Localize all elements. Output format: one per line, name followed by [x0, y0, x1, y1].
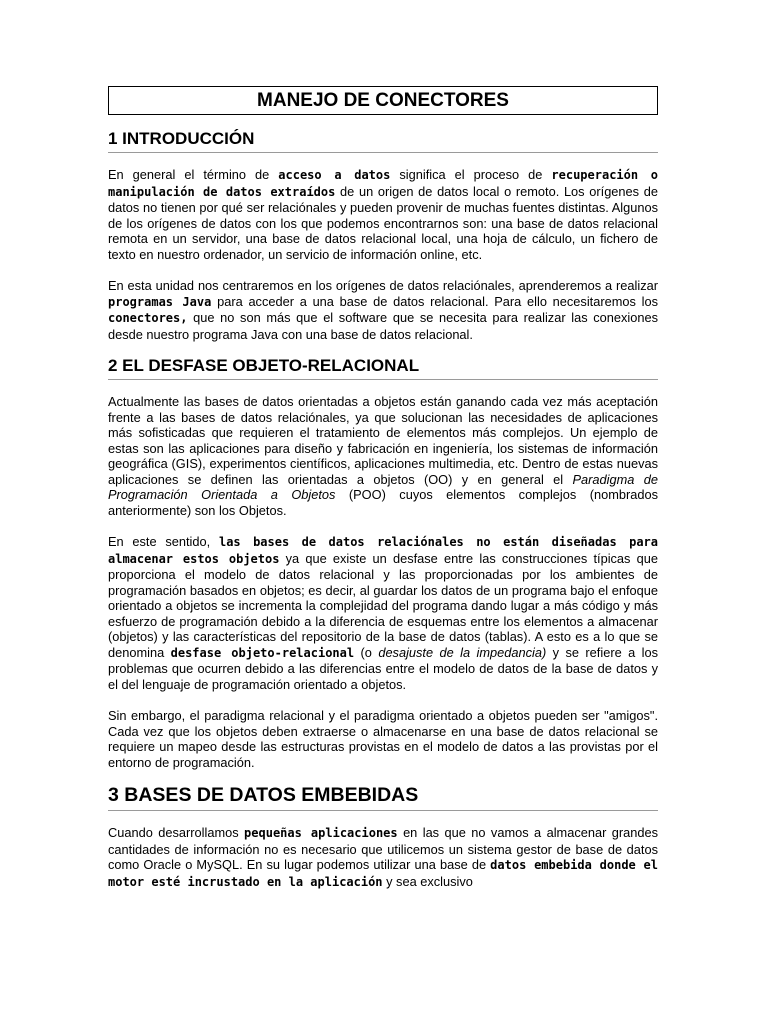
emphasis-text: desfase objeto-relacional — [170, 645, 355, 660]
emphasis-text: pequeñas aplicaciones — [244, 826, 398, 840]
emphasis-text: programas Java — [108, 294, 212, 309]
text-run: En esta unidad nos centraremos en los orígenes de datos relaciónales, aprenderemos a realizar — [108, 278, 658, 293]
document-page — [108, 86, 658, 890]
emphasis-text: las bases de datos relaciónales no están diseñadas para almacenar estos objetos — [108, 535, 659, 566]
text-run: Actualmente las bases de datos orientadas a objetos están ganando cada vez más aceptación frente a las bases de datos relaciónales, ya que solucionan las necesidades de aplicaciones más sofisticadas que requieren el tratamiento de elementos más complejos. Un ejemplo de estas son las aplicaciones para diseño y fabricación en ingeniería, los sistemas de información geográfica (GIS), experimentos científicos, aplicaciones multimedia, etc. Dentro de estas nuevas aplicaciones se definen las orientadas a objetos (OO) y en general el — [108, 394, 658, 487]
text-run: y sea exclusivo — [382, 873, 473, 889]
text-run: que no son más que el software que se necesita para realizar las conexiones desde nuestro programa Java con una base de datos relacional. — [108, 310, 658, 342]
text-run: en las que no vamos a almacenar grandes cantidades de información no es necesario que utilicemos un sistema gestor de base de datos como Oracle o MySQL. En su lugar podemos utilizar una base de — [108, 825, 659, 872]
text-run: Cuando desarrollamos — [108, 825, 245, 840]
text-run: y se refiere a los problemas que ocurren debido a las diferencias entre el modelo de datos de la base de datos y el del lenguaje de programación orientado a objetos. — [108, 644, 658, 692]
emphasis-text: desajuste de la impedancia) — [378, 644, 547, 660]
text-run: significa el proceso de — [390, 167, 552, 182]
emphasis-text: datos embebida donde el motor esté incrustado en la aplicación — [108, 858, 658, 889]
text-run: (o — [354, 644, 379, 660]
paragraph-embebidas-1 — [108, 825, 658, 890]
section-heading-desfase: 2 EL DESFASE OBJETO-RELACIONAL — [108, 356, 658, 380]
paragraph-intro-2 — [108, 278, 658, 342]
section-heading-embebidas: 3 BASES DE DATOS EMBEBIDAS — [108, 784, 658, 811]
document-title: MANEJO DE CONECTORES — [108, 86, 658, 115]
text-run: Sin embargo, el paradigma relacional y el paradigma orientado a objetos pueden ser "amigos". Cada vez que los objetos deben extraerse o almacenarse en una base de datos relacional se requiere un mapeo desde las estructuras provistas en el modelo de datos a las provistas por el entorno de programación. — [108, 708, 658, 770]
text-run: de un origen de datos local o remoto. Los orígenes de datos no tienen por qué ser relaciónales y pueden provenir de muchas fuentes distintas. Algunos de los orígenes de datos con los que podemos encontrarnos son: una base de datos relacional remota en un servidor, una base de datos relacional local, una hoja de cálculo, un fichero de texto en nuestro ordenador, un servicio de información online, etc. — [108, 183, 658, 262]
paragraph-desfase-1 — [108, 394, 658, 518]
emphasis-text: conectores, — [108, 311, 188, 325]
text-run: (POO) cuyos elementos complejos (nombrados anteriormente) son los Objetos. — [108, 487, 659, 518]
emphasis-text: recuperación o manipulación de datos extraídos — [108, 168, 658, 199]
text-run: ya que existe un desfase entre las construcciones típicas que proporciona el modelo de datos relacional y las proporcionadas por los ambientes de programación basados en objetos; es decir, al guardar los datos de un programa bajo el enfoque orientado a objetos se incrementa la complejidad del programa dando lugar a más código y más esfuerzo de programación debido a la diferencia de esquemas entre los elementos a almacenar (objetos) y las características del repositorio de la base de datos (tablas). A esto es a lo que se denomina — [108, 550, 658, 660]
section-heading-introduccion: 1 INTRODUCCIÓN — [108, 129, 658, 153]
paragraph-desfase-2 — [108, 534, 658, 692]
text-run: En general el término de — [108, 167, 279, 182]
text-run: para acceder a una base de datos relacional. Para ello necesitaremos los — [211, 293, 658, 309]
emphasis-text: Paradigma de Programación Orientada a Objetos — [108, 471, 658, 502]
paragraph-intro-1 — [108, 167, 658, 262]
text-run: En este sentido, — [108, 534, 219, 549]
paragraph-desfase-3 — [108, 708, 658, 770]
emphasis-text: acceso a datos — [278, 168, 391, 182]
